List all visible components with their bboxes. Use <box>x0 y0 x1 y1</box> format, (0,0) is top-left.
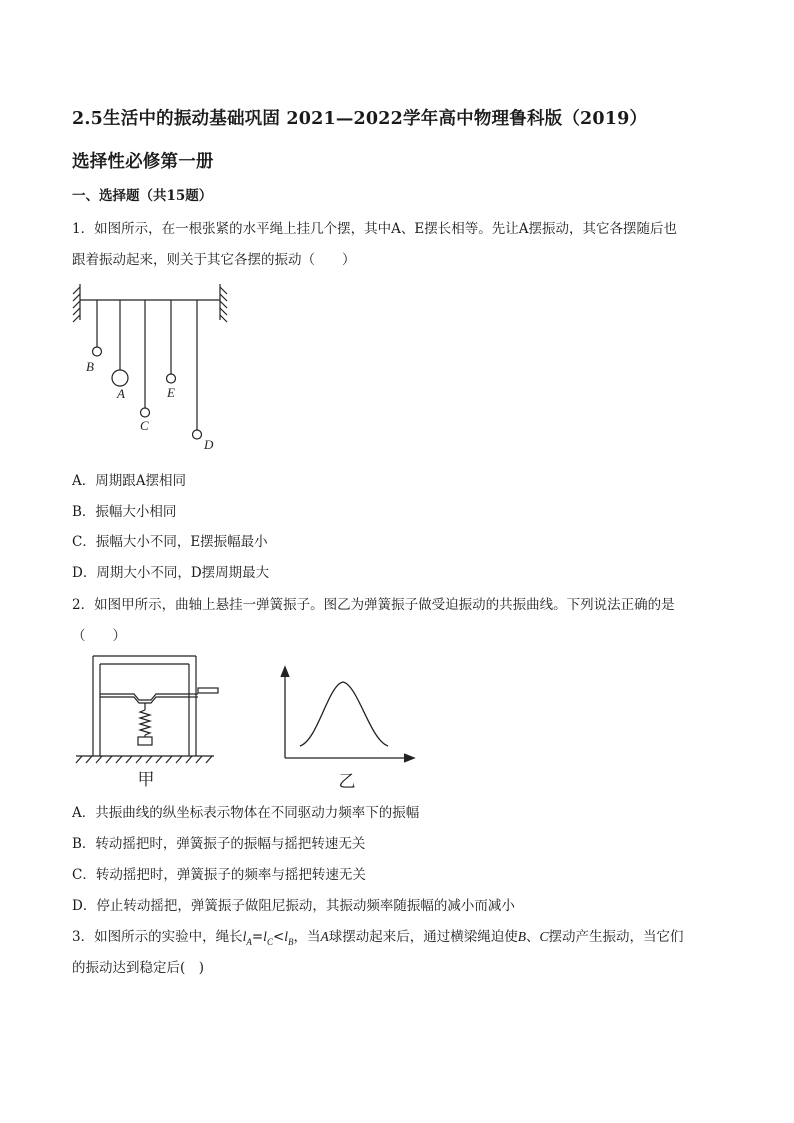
pendulum-label-e: E <box>167 385 175 400</box>
q3-text-mid-2: 球摆动起来后，通过横梁绳迫使 <box>328 929 518 945</box>
q1-option-b: B．振幅大小相同 <box>72 504 177 520</box>
q3-var-l-a: l <box>242 929 247 944</box>
q2-option-a: A．共振曲线的纵坐标表示物体在不同驱动力频率下的振幅 <box>72 805 420 821</box>
pendulum-label-c: C <box>140 418 149 433</box>
q3-equals: = <box>251 929 264 945</box>
q3-sub-b: B <box>288 936 294 947</box>
q2-option-d: D．停止转动摇把，弹簧振子做阻尼振动，其振动频率随振幅的减小而减小 <box>72 898 515 914</box>
q3-var-l-c: l <box>263 929 267 944</box>
q3-var-c: C <box>539 929 549 944</box>
q1-option-a: A．周期跟A摆相同 <box>72 473 186 489</box>
q2-option-c: C．转动摇把时，弹簧振子的频率与摇把转速无关 <box>72 867 366 883</box>
q3-stem-line-2: 的振动达到稳定后( ) <box>72 960 205 976</box>
q3-separator: 、 <box>526 929 540 945</box>
pendulum-label-d: D <box>204 437 214 452</box>
pendulum-label-a: A <box>117 386 125 401</box>
q3-text-mid-3: 摆动产生振动，当它们 <box>548 929 684 945</box>
q2-stem-line-2: （ ） <box>72 628 126 644</box>
q2-stem-line-1: 2．如图甲所示，曲轴上悬挂一弹簧振子。图乙为弹簧振子做受迫振动的共振曲线。下列说法正确的是 <box>72 597 675 613</box>
q1-stem-line-2: 跟着振动起来，则关于其它各摆的振动（ ） <box>72 252 356 268</box>
title-line-2: 选择性必修第一册 <box>72 152 214 172</box>
q1-option-c: C．振幅大小不同，E摆振幅最小 <box>72 534 268 550</box>
q3-stem-line-1 <box>72 925 684 948</box>
figure-label-jia: 甲 <box>137 770 155 789</box>
q3-text-mid-1: ，当 <box>293 929 321 945</box>
q3-var-a: A <box>320 929 329 944</box>
q3-sub-c: C <box>266 936 273 947</box>
q1-stem-line-1: 1．如图所示，在一根张紧的水平绳上挂几个摆，其中A、E摆长相等。先让A摆振动，其它各摆随后也 <box>72 221 677 237</box>
q3-less-than: < <box>272 929 285 945</box>
q2-option-b: B．转动摇把时，弹簧振子的振幅与摇把转速无关 <box>72 836 366 852</box>
section-heading: 一、选择题（共15题） <box>72 188 213 204</box>
pendulum-label-b: B <box>86 359 94 374</box>
q3-var-b: B <box>517 929 527 944</box>
q1-option-d: D．周期大小不同，D摆周期最大 <box>72 565 270 581</box>
q3-var-l-b: l <box>284 929 289 944</box>
title-line-1: 2.5生活中的振动基础巩固 2021—2022学年高中物理鲁科版（2019） <box>72 109 648 129</box>
q3-sub-a: A <box>246 936 252 947</box>
figure-label-yi: 乙 <box>338 772 356 791</box>
q3-text-prefix: 3．如图所示的实验中，绳长 <box>72 929 243 945</box>
